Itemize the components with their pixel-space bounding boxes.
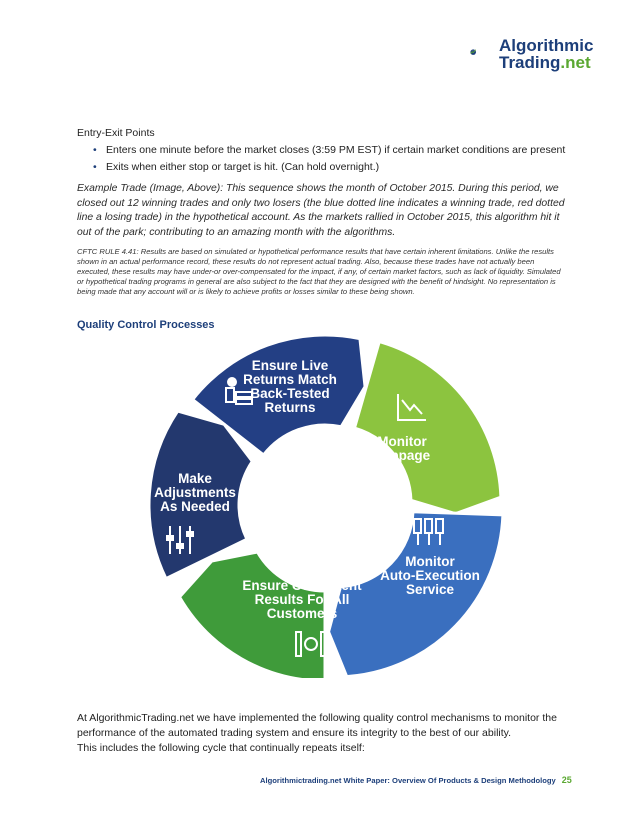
body-line: performance of the automated trading system and ensure its integrity to the best of our ability.: [77, 727, 512, 739]
cycle-segment: [354, 342, 500, 514]
cycle-label: Monitor Auto-Execution Service: [380, 554, 480, 597]
quality-cycle-diagram: [140, 328, 510, 678]
body-line: At AlgorithmicTrading.net we have implemented the following quality control mechanisms to monitor the: [77, 712, 557, 724]
page-number: 25: [561, 775, 572, 785]
brand-logo: [499, 37, 593, 71]
logo-line1: Algorithmic: [499, 36, 594, 55]
cycle-label: Make Adjustments As Needed: [154, 471, 236, 514]
cycle-label: Ensure Live Returns Match Back-Tested Returns: [243, 358, 337, 415]
section-heading: Quality Control Processes: [77, 319, 215, 331]
cycle-label: Ensure Consistent Results For All Customers: [242, 578, 362, 621]
cycle-label: Monitor Slippage: [373, 434, 431, 463]
logo-line2: Trading.net: [499, 53, 591, 72]
footer-title: Algorithmictrading.net White Paper: Overview Of Products & Design Methodology: [260, 776, 556, 785]
list-item: • Exits when either stop or target is hit. (Can hold overnight.): [93, 159, 565, 176]
cftc-disclaimer: CFTC RULE 4.41: Results are based on simulated or hypothetical performance results that have certain inherent limitations. Unlike the results shown in an actual performance record, these results do not represent actual trading. Also, because these trades have not actually been executed, these results may have under-or over-compensated for the impact, if any, of certain market factors, such as lack of liquidity. Simulated or hypothetical trading programs in general are also subject to the fact that they are designed with the benefit of hindsight. No representation is being made that any account will or is likely to achieve profits or losses similar to these being shown.: [77, 247, 561, 296]
body-line: This includes the following cycle that continually repeats itself:: [77, 742, 365, 754]
example-trade-paragraph: Example Trade (Image, Above): This sequence shows the month of October 2015. During this period, we closed out 12 winning trades and only two losers (the blue dotted line indicates a winning trade, red dotted line a losing trade) in the hypothetical account. As the markets rallied in October 2015, this algorithm hit it out of the park; contributing to an amazing month with the algorithms.: [77, 183, 565, 238]
globe-logo-icon: [470, 37, 500, 69]
body-paragraph: [77, 711, 577, 756]
page-footer: [260, 775, 572, 785]
entry-exit-list: [93, 142, 565, 176]
list-item: • Enters one minute before the market closes (3:59 PM EST) if certain market conditions are present: [93, 142, 565, 159]
entry-exit-title: Entry-Exit Points: [77, 127, 155, 139]
equalizer-icon: [167, 526, 193, 554]
